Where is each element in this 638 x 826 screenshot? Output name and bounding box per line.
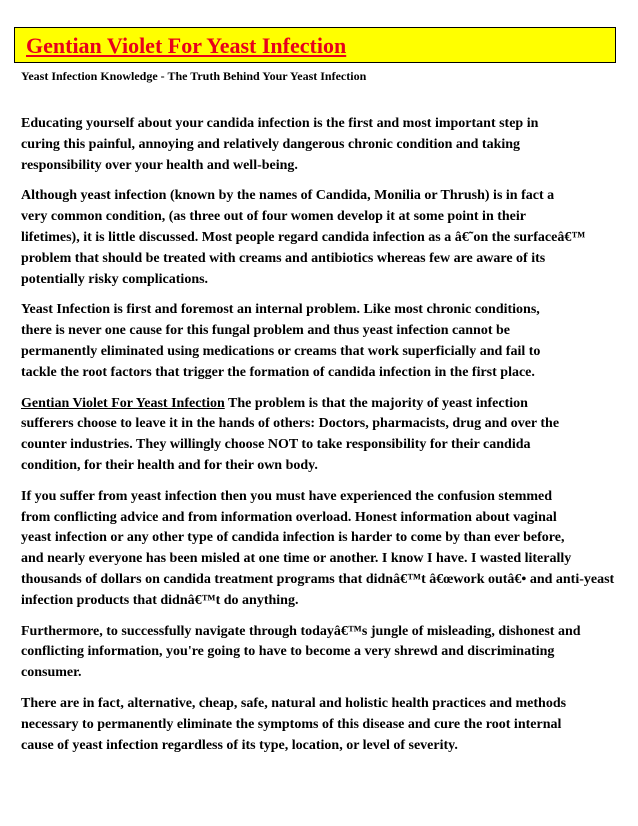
text-line: sufferers choose to leave it in the hands of others: Doctors, pharmacists, drug and over the (21, 416, 560, 432)
text-line: consumer. (21, 665, 82, 681)
text-line: problem that should be treated with creams and antibiotics whereas few are aware of its (21, 250, 546, 266)
paragraph-5 (21, 487, 638, 612)
text-line: infection products that didnâ€™t do anything. (21, 592, 299, 608)
text-line: permanently eliminated using medications or creams that work superficially and fail to (21, 343, 541, 359)
article-body (21, 114, 638, 766)
text-line: conflicting information, you're going to have to become a very shrewd and discriminating (21, 644, 555, 660)
text-line: thousands of dollars on candida treatment programs that didnâ€™t â€œwork outâ€• and anti-yeast (21, 571, 615, 587)
article-link[interactable]: Gentian Violet For Yeast Infection (21, 395, 225, 411)
text-segment: The problem is that the majority of yeast infection (224, 395, 528, 411)
text-line: responsibility over your health and well-being. (21, 157, 298, 173)
text-line: potentially risky complications. (21, 271, 209, 287)
text-line: very common condition, (as three out of four women develop it at some point in their (21, 209, 526, 225)
paragraph-7 (21, 694, 638, 756)
text-line: Educating yourself about your candida infection is the first and most important step in (21, 116, 539, 131)
text-line: condition, for their health and for their own body. (21, 457, 318, 473)
text-line: lifetimes), it is little discussed. Most people regard candida infection as a â€˜on the surfaceâ€™ (21, 229, 586, 245)
title-banner (14, 27, 616, 63)
text-line: tackle the root factors that trigger the formation of candida infection in the first place. (21, 364, 535, 380)
text-line: Yeast Infection is first and foremost an internal problem. Like most chronic conditions, (21, 302, 540, 318)
text-line: If you suffer from yeast infection then you must have experienced the confusion stemmed (21, 488, 553, 504)
paragraph-6 (21, 622, 638, 684)
paragraph-4 (21, 394, 638, 477)
paragraph-2 (21, 186, 638, 290)
text-line: curing this painful, annoying and relatively dangerous chronic condition and taking (21, 136, 521, 152)
text-line: necessary to permanently eliminate the symptoms of this disease and cure the root internal (21, 716, 562, 732)
text-line: from conflicting advice and from information overload. Honest information about vaginal (21, 509, 557, 525)
text-line: Although yeast infection (known by the names of Candida, Monilia or Thrush) is in fact a (21, 188, 555, 204)
text-line: there is never one cause for this fungal problem and thus yeast infection cannot be (21, 323, 510, 339)
text-line: There are in fact, alternative, cheap, safe, natural and holistic health practices and methods (21, 695, 567, 711)
paragraph-1 (21, 114, 638, 176)
text-line: Furthermore, to successfully navigate through todayâ€™s jungle of misleading, dishonest and (21, 623, 581, 639)
text-line: cause of yeast infection regardless of its type, location, or level of severity. (21, 737, 458, 753)
text-line (21, 394, 638, 415)
page-subtitle: Yeast Infection Knowledge - The Truth Behind Your Yeast Infection (21, 69, 367, 83)
paragraph-3 (21, 300, 638, 383)
text-line: yeast infection or any other type of candida infection is harder to come by than ever before, (21, 530, 565, 546)
text-line: counter industries. They willingly choose NOT to take responsibility for their candida (21, 437, 531, 453)
page-title: Gentian Violet For Yeast Infection (26, 33, 347, 58)
text-line: and nearly everyone has been misled at one time or another. I know I have. I wasted literally (21, 551, 572, 567)
